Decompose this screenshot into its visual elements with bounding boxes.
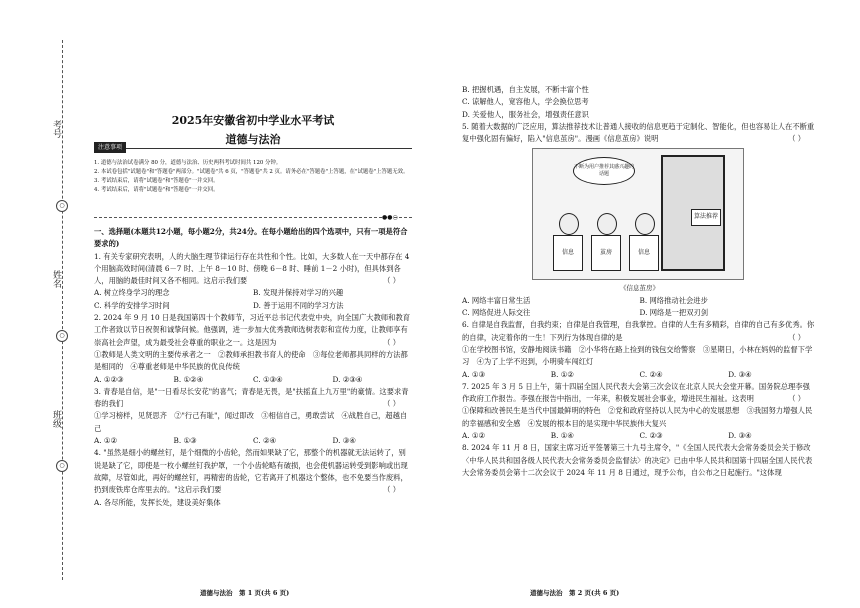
exam-page-1: 考号 姓名 班级 ○ ○ ○ 2025年安徽省初中学业水平考试 道德与法治 注意事项 1. 道德与法治试卷满分 80 分，道德与法治、历史两科考试时间共 120 分钟。 2. 本试卷包括"试题卷"和"答题卷"两部分。"试题卷"共 6 页，"答题卷"共 2 页。请务必在"答题卷"上答题，在"试题卷"上答题无效。 3. 考试结束后，请将"试题卷"和"答题卷"一并交回。 4. 考试结束后，请将"试题卷"和"答题卷"一并交回。 ●●○ 一、选择题(本题共12小题，每小题2分，共24分。在每小题给出的四个选项中，只有一项是符合要求的) 1. 有关专家研究表明，人的大脑生理节律运行存在共性和个性。比如，大多数人在一天中都存在 4 个用脑高效时间(清晨 6－7 时、上午 8－10 时、傍晚 6－8 时、睡前 1－2 小时)，但具体到各人，用脑的最佳时间又各不相同。这启示我们要 （ ） A. 树立终身学习的理念 B. 发现并保持对学习的兴趣 C. 科学的安排学习时间 D. 善于运用不同的学习方法 2. 2024 年 9 月 10 日是我国第四十个教师节，习近平总书记代表党中央，向全国广大教师和教育工作者致以节日祝贺和诚挚问候。他强调，进一步加大优秀教师选树表彰和宣传力度，让教师享有崇高社会声望，成为最受社会尊重的职业之一。这是因为 （ ） ①教师是人类文明的主要传承者之一 ②教师承担教书育人的使命 ③每位老师都具同样的方法都是相同的 ④尊重老师是中华民族的优良传统 A. ①②③ B. ①②④ C. ①③④ D. ②③④ 3. 青春是自信，是"一日看尽长安花"的喜气；青春是无畏，是"扶摇直上九万里"的豪情。这要求青春的我们 （ ） ①学习榜样，见贤思齐 ②"行己有耻"，闻过即改 ③相信自己，勇敢尝试 ④战胜自己，超越自己 A. ①② B. ①③ C. ②④ D. ③④ 4. "虽然是细小的螺丝钉，是个细微的小齿轮，然而如果缺了它，那整个的机器就无法运转了，别说是缺了它，即使是一枚小螺丝钉我护罩，一个小齿轮略有破损，也会使机器运转受到影响或出现故障，尽管如此，再好的螺丝钉，再精密的齿轮，它若离开了机器这个整体，也不免要当作废料，扔到废铁库仓库里去的。"这启示我们要 （ ） A. 各尽所能，发挥长处，建设美好集体 道德与法治 第 1 页(共 6 页) bbox=[0, 0, 430, 608]
question-6-stem: 6. 自律是自我监督，自我约束；自律是自我管理，自我掌控。自律的人生有多精彩，自律的自己有多优秀。你的自律，决定着你的一生！下列行为体现自律的是 （ ） bbox=[462, 320, 815, 342]
info-cocoon-cartoon bbox=[532, 148, 744, 280]
xingming-label: 姓名 bbox=[51, 270, 61, 288]
q4-option-d: D. 关爱他人，服务社会，增强责任意识 bbox=[462, 109, 589, 119]
q5-option-a: A. 网络丰富日常生活 bbox=[462, 295, 531, 305]
cartoon-caption: 《信息茧房》 bbox=[620, 284, 659, 293]
question-5-stem: 5. 随着大数据的广泛应用，算法推荐技术让普通人接收的信息更趋于定制化、智能化，但也容易让人在不断重复中强化固有偏好，陷入"信息茧房"。漫画《信息茧房》说明 （ ） bbox=[462, 121, 815, 144]
q3-option-c: C. ②④ bbox=[253, 436, 277, 446]
question-3-stem: 3. 青春是自信，是"一日看尽长安花"的喜气；青春是无畏，是"扶摇直上九万里"的豪情。这要求青春的我们 （ ） bbox=[94, 386, 409, 409]
kaohao-label: 考号 bbox=[51, 120, 61, 138]
section-heading: 一、选择题(本题共12小题，每小题2分，共24分。在每小题给出的四个选项中，只有一项是符合要求的) bbox=[94, 227, 408, 249]
cocoon-box: 茧房 bbox=[591, 235, 621, 271]
q7-option-a: A. ①② bbox=[462, 431, 485, 441]
algorithm-sign: 算法推荐 bbox=[691, 209, 721, 225]
question-7-items: ①保障和改善民生是当代中国最鲜明的特色 ②党和政府坚持以人民为中心的发展思想 ③我国努力增强人民的幸福感和安全感 ④发展的根本目的是实现中华民族伟大复兴 bbox=[462, 406, 813, 428]
notice-line: 1. 道德与法治试卷满分 80 分，道德与法治、历史两科考试时间共 120 分钟。 bbox=[94, 160, 282, 166]
banji-label: 班级 bbox=[51, 410, 61, 428]
notice-line: 2. 本试卷包括"试题卷"和"答题卷"两部分。"试题卷"共 6 页，"答题卷"共 2 页。请务必在"答题卷"上答题，在"试题卷"上答题无效。 bbox=[94, 169, 409, 175]
question-7-stem: 7. 2025 年 3 月 5 日上午，第十四届全国人民代表大会第三次会议在北京人民大会堂开幕。国务院总理李强作政府工作报告。李强在报告中指出，一年来，积极发展社会事业，增进民生福祉。这表明 （ ） bbox=[462, 381, 810, 404]
q5-option-d: D. 网络是一把双刃剑 bbox=[639, 308, 709, 318]
q1-option-d: D. 善于运用不同的学习方法 bbox=[253, 300, 344, 310]
notice-tag: 注意事项 bbox=[94, 142, 126, 153]
person-head-icon bbox=[635, 213, 655, 235]
q6-option-b: B. ①② bbox=[550, 369, 574, 379]
q1-option-a: A. 树立终身学习的理念 bbox=[94, 288, 170, 298]
question-2-stem: 2. 2024 年 9 月 10 日是我国第四十个教师节，习近平总书记代表党中央，向全国广大教师和教育工作者致以节日祝贺和诚挚问候。他强调，进一步加大优秀教师选树表彰和宣传力度，让教师享有崇高社会声望，成为最受社会尊重的职业之一。这是因为 （ ） bbox=[94, 313, 411, 347]
q2-option-b: B. ①②④ bbox=[173, 374, 204, 384]
q2-option-d: D. ②③④ bbox=[332, 374, 363, 384]
q3-option-b: B. ①③ bbox=[173, 436, 197, 446]
q5-option-c: C. 网络促进人际交往 bbox=[462, 308, 531, 318]
notice-line: 4. 考试结束后，请将"试题卷"和"答题卷"一并交回。 bbox=[94, 187, 219, 193]
q1-option-c: C. 科学的安排学习时间 bbox=[94, 300, 170, 310]
person-head-icon bbox=[597, 213, 617, 235]
speech-bubble: 不断为用户推荐其感兴趣的话题 bbox=[573, 157, 635, 185]
binding-circle-icon: ○ bbox=[56, 330, 68, 342]
question-1-stem: 1. 有关专家研究表明，人的大脑生理节律运行存在共性和个性。比如，大多数人在一天中都存在 4 个用脑高效时间(清晨 6－7 时、上午 8－10 时、傍晚 6－8 时、睡前 1－2 小时)，但具体到各人，用脑的最佳时间又各不相同。这启示我们要 （ ） bbox=[94, 251, 410, 286]
q3-option-a: A. ①② bbox=[94, 436, 117, 446]
q6-option-a: A. ①③ bbox=[462, 369, 485, 379]
exam-title: 2025年安徽省初中学业水平考试 bbox=[171, 114, 335, 127]
q7-option-b: B. ①④ bbox=[550, 431, 574, 441]
binding-circle-icon: ○ bbox=[56, 200, 68, 212]
question-2-items: ①教师是人类文明的主要传承者之一 ②教师承担教书育人的使命 ③每位老师都具同样的方法都是相同的 ④尊重老师是中华民族的优良传统 bbox=[94, 349, 408, 372]
q2-option-a: A. ①②③ bbox=[94, 374, 124, 384]
q7-option-c: C. ②③ bbox=[639, 431, 663, 441]
q6-option-c: C. ②④ bbox=[639, 369, 663, 379]
q1-option-b: B. 发现并保持对学习的兴趣 bbox=[253, 288, 344, 298]
page-footer: 道德与法治 第 2 页(共 6 页) bbox=[530, 589, 620, 597]
exam-page-2 bbox=[430, 0, 860, 608]
binding-circle-icon: ○ bbox=[56, 460, 68, 472]
q7-option-d: D. ③④ bbox=[728, 431, 752, 441]
notice-box bbox=[94, 144, 412, 218]
page2-questions bbox=[462, 84, 817, 479]
question-4-stem: 4. "虽然是细小的螺丝钉，是个细微的小齿轮，然而如果缺了它，那整个的机器就无法运转了，别说是缺了它，即使是一枚小螺丝钉我护罩，一个小齿轮略有破损，也会使机器运转受到影响或出现故障，尽管如此，再好的螺丝钉，再精密的齿轮，它若离开了机器这个整体，也不免要当作废料，扔到废铁库仓库里去的。"这启示我们要 （ ） bbox=[94, 448, 408, 495]
q4-option-a: A. 各尽所能，发挥长处，建设美好集体 bbox=[94, 497, 221, 507]
notice-line: 3. 考试结束后，请将"试题卷"和"答题卷"一并交回。 bbox=[94, 178, 219, 184]
cocoon-box: 信息 bbox=[553, 235, 583, 271]
q3-option-d: D. ③④ bbox=[332, 436, 356, 446]
binding-gutter bbox=[0, 0, 88, 608]
question-8-stem: 8. 2024 年 11 月 8 日，国家主席习近平签署第三十九号主席令，"《全国人民代表大会常务委员会关于修改〈中华人民共和国各级人民代表大会常务委员会监督法〉的决定》已由中华人民共和国第十四届全国人民代表大会常务委员会第十二次会议于 2024 年 11 月 8 日通过，现予公布，自公布之日起施行。"这体现 bbox=[462, 443, 813, 477]
question-3-items: ①学习榜样，见贤思齐 ②"行己有耻"，闻过即改 ③相信自己，勇敢尝试 ④战胜自己，超越自己 bbox=[94, 411, 408, 433]
person-head-icon bbox=[559, 213, 579, 235]
page-footer: 道德与法治 第 1 页(共 6 页) bbox=[200, 589, 290, 597]
q6-option-d: D. ③④ bbox=[728, 369, 752, 379]
q4-option-b: B. 把握机遇，自主发展，不断丰富个性 bbox=[462, 85, 589, 94]
page1-questions bbox=[94, 226, 412, 509]
q2-option-c: C. ①③④ bbox=[253, 374, 283, 384]
exam-subject: 道德与法治 bbox=[225, 133, 281, 146]
q4-option-c: C. 谅解他人，宽容他人，学会换位思考 bbox=[462, 97, 589, 107]
question-6-items: ①在学校图书馆，安静地阅读书籍 ②小华将在路上捡到的钱包交给警察 ③星期日，小林在妈妈的监督下学习 ④为了上学不迟到，小明骑车闯红灯 bbox=[462, 344, 813, 367]
cocoon-box: 信息 bbox=[629, 235, 659, 271]
q5-option-b: B. 网络推动社会进步 bbox=[639, 295, 708, 305]
